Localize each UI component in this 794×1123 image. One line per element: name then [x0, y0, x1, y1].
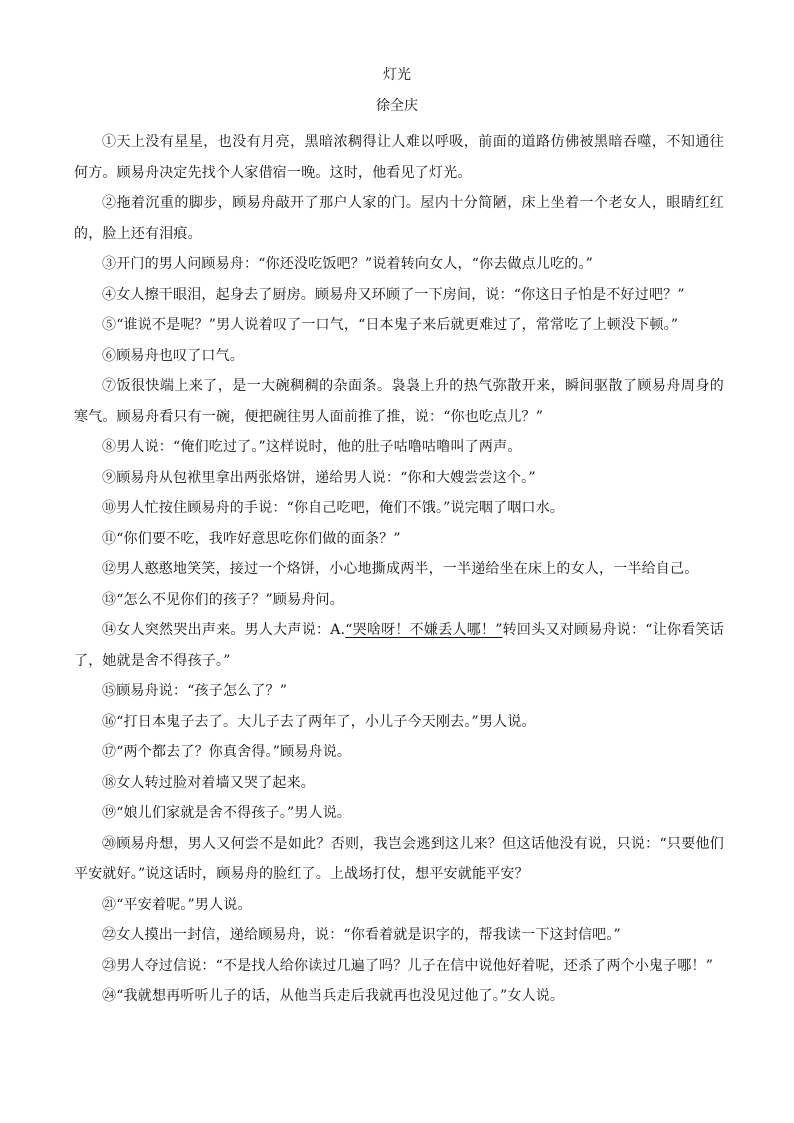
paragraph-17: ⑰“两个都去了？你真舍得。”顾易舟说。: [102, 744, 352, 760]
paragraph-18: ⑱女人转过脸对着墙又哭了起来。: [102, 774, 315, 791]
paragraph-3: ③开门的男人问顾易舟：“你还没吃饭吧？”说着转向女人，“你去做点儿吃的。”: [102, 256, 594, 272]
paragraph-24: ㉔“我就想再听听儿子的话，从他当兵走后我就再也没见过他了。”女人说。: [102, 988, 565, 1004]
paragraph-11: ⑪“你们要不吃，我咋好意思吃你们做的面条？”: [102, 530, 401, 547]
paragraph-20: ⑳顾易舟想，男人又何尝不是如此？否则，我岂会逃到这儿来？但这话他没有说，只说：“只要他们平安就好。”说这话时，顾易舟的脸红了。上战场打仗，想平安就能平安？: [74, 835, 724, 882]
article-body: [74, 127, 724, 1012]
paragraph-9: ⑨顾易舟从包袱里拿出两张烙饼，递给男人说：“你和大嫂尝尝这个。”: [102, 469, 536, 486]
paragraph-19: ⑲“娘儿们家就是舍不得孩子。”男人说。: [102, 805, 352, 821]
paragraph-23: ㉓男人夺过信说：“不是找人给你读过几遍了吗？儿子在信中说他好着呢，还杀了两个小鬼子哪！”: [102, 957, 714, 974]
paragraph-15: ⑮顾易舟说：“孩子怎么了？”: [102, 683, 288, 699]
paragraph-5: ⑤“谁说不是呢？”男人说着叹了一口气，“日本鬼子来后就更难过了，常常吃了上顿没下顿。”: [102, 317, 679, 333]
underlined-quote-a: “哭啥呀！不嫌丢人哪！”: [345, 622, 503, 638]
paragraph-6: ⑥顾易舟也叹了口气。: [102, 347, 244, 364]
paragraph-14-tail: 转回头又对顾易舟说：“让你看笑话了，她就是舍不得孩子。”: [74, 622, 724, 669]
paragraph-16: ⑯“打日本鬼子去了。大儿子去了两年了，小儿子今天刚去。”男人说。: [102, 713, 536, 730]
paragraph-21: ㉑“平安着呢。”男人说。: [102, 896, 252, 913]
paragraph-1: ①天上没有星星，也没有月亮，黑暗浓稠得让人难以呼吸，前面的道路仿佛被黑暗吞噬，不知通往何方。顾易舟决定先找个人家借宿一晚。这时，他看见了灯光。: [74, 134, 724, 181]
paragraph-10: ⑩男人忙按住顾易舟的手说：“你自己吃吧，俺们不饿。”说完咽了咽口水。: [102, 500, 565, 516]
paragraph-14-lead: ⑭女人突然哭出声来。男人大声说：A.: [102, 622, 346, 638]
paragraph-13: ⑬“怎么不见你们的孩子？”顾易舟问。: [102, 591, 344, 608]
article-title: 灯光: [383, 67, 411, 83]
paragraph-22: ㉒女人摸出一封信，递给顾易舟，说：“你看着就是识字的，帮我读一下这封信吧。”: [102, 927, 621, 943]
paragraph-12: ⑫男人憨憨地笑笑，接过一个烙饼，小心地撕成两半，一半递给坐在床上的女人，一半给自己。: [102, 561, 699, 577]
paragraph-14: [74, 615, 724, 676]
paragraph-2: ②拖着沉重的脚步，顾易舟敲开了那户人家的门。屋内十分简陋，床上坐着一个老女人，眼睛红红的，脸上还有泪痕。: [74, 195, 724, 242]
paragraph-8: ⑧男人说：“俺们吃过了。”这样说时，他的肚子咕噜咕噜叫了两声。: [102, 439, 522, 455]
article-author: 徐全庆: [376, 98, 418, 114]
paragraph-7: ⑦饭很快端上来了，是一大碗稠稠的杂面条。袅袅上升的热气弥散开来，瞬间驱散了顾易舟周身的寒气。顾易舟看只有一碗，便把碗往男人面前推了推，说：“你也吃点儿？”: [74, 378, 724, 425]
paragraph-4: ④女人擦干眼泪，起身去了厨房。顾易舟又环顾了一下房间，说：“你这日子怕是不好过吧？”: [102, 286, 685, 303]
